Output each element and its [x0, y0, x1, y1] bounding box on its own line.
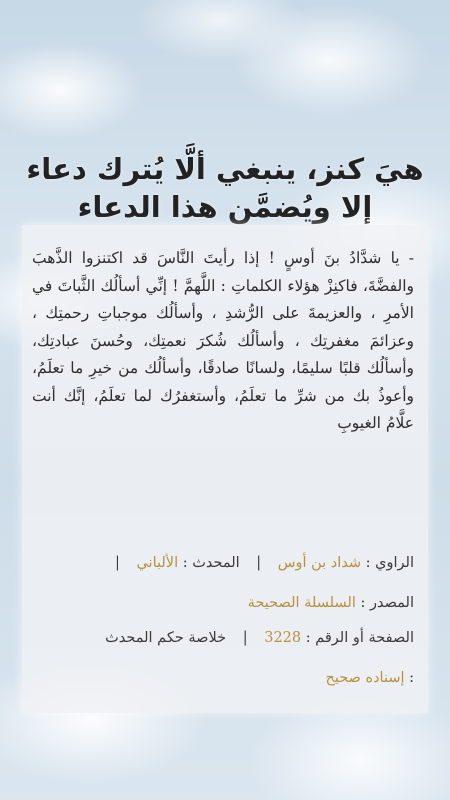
page-number-value: 3228	[264, 630, 302, 646]
narrator-value: شداد بن أوس	[277, 555, 362, 571]
narrator-row	[32, 555, 414, 571]
title-line-2: إلا ويُضمَّن هذا الدعاء	[77, 190, 373, 224]
separator: |	[114, 555, 120, 571]
source-value: السلسلة الصحيحة	[247, 595, 356, 611]
separator: |	[256, 555, 262, 571]
separator: |	[242, 630, 248, 646]
narrator-label: الراوي :	[365, 555, 414, 571]
page-number-label: الصفحة أو الرقم :	[305, 630, 414, 646]
ruling-row	[32, 670, 414, 686]
title-line-1: هيَ كنز، ينبغي ألَّا يُترك دعاء	[26, 152, 424, 186]
hadith-text: - يا شدَّادُ بنَ أوسٍ ! إذا رأيتَ النَّاسَ قد اكتنزوا الذَّهبَ والفضَّةَ، فاكنِزْ هؤلاء الكلماتِ : اللَّهمَّ ! إنِّي أسألُك الثَّباتَ في الأمرِ ، والعزيمةَ على الرُّشدِ ، وأسألُك موجباتِ رحمتِك ، وعزائمَ مغفرتِك ، وأسألُك شُكرَ نعمتِك، وحُسنَ عبادتِك، وأسألُك قلبًا سليمًا، ولسانًا صادقًا، وأسألُك من خيرِ ما تعلَمُ، وأعوذُ بك من شرِّ ما تعلَمُ، وأستغفرُك لما تعلَمُ، إنَّك أنت علَّامُ الغيوبِ	[32, 249, 414, 432]
ruling-value: إسناده صحيح	[325, 670, 405, 686]
source-row	[32, 595, 414, 611]
page-number-row	[32, 630, 414, 646]
page-title	[0, 150, 450, 226]
ruling-colon: :	[409, 670, 414, 686]
source-label: المصدر :	[360, 595, 414, 611]
muhaddith-label: المحدث :	[182, 555, 240, 571]
muhaddith-value: الألباني	[136, 555, 179, 571]
ruling-label: خلاصة حكم المحدث	[105, 630, 227, 646]
